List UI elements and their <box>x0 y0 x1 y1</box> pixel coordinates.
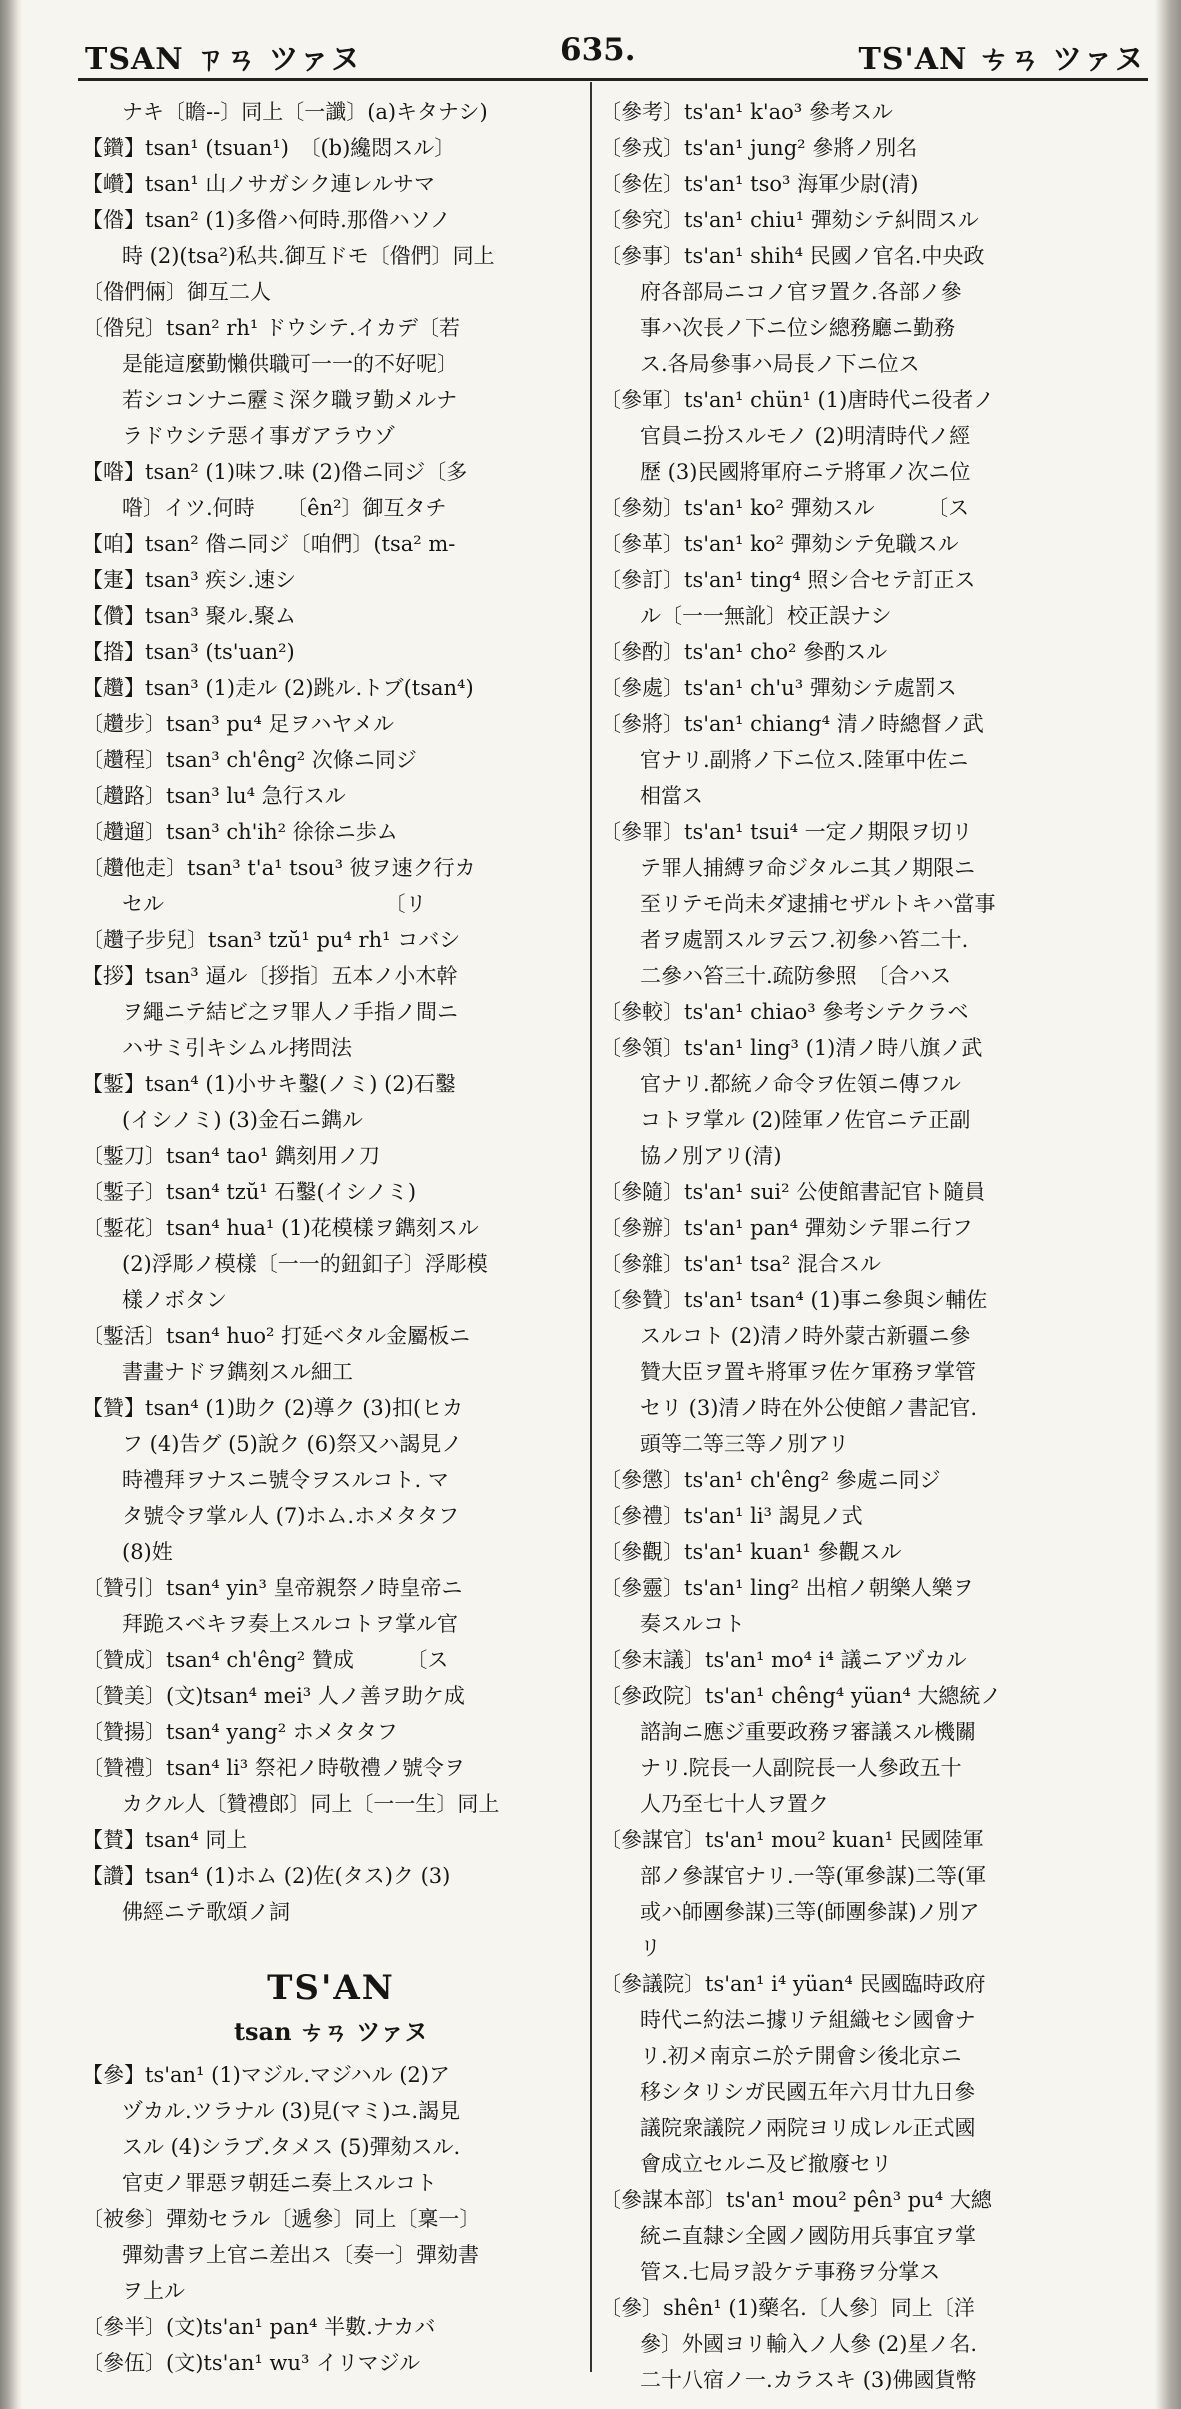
dictionary-line: 至リテモ尚未ダ逮捕セザルトキハ當事 <box>640 892 996 916</box>
dictionary-line: (8)姓 <box>122 1540 173 1564</box>
dictionary-line: 人乃至七十人ヲ置ク <box>640 1792 829 1816</box>
dictionary-line: 奏スルコト <box>640 1612 745 1636</box>
dictionary-line: 統ニ直隸シ全國ノ國防用兵事宜ヲ掌 <box>640 2224 976 2248</box>
dictionary-line: 〔參考〕ts'an¹ k'ao³ 參考スル <box>600 100 893 124</box>
dictionary-line: 〔趲程〕tsan³ ch'êng² 次條ニ同ジ <box>82 748 417 772</box>
dictionary-line: 〔參懲〕ts'an¹ ch'êng² 參處ニ同ジ <box>600 1468 941 1492</box>
dictionary-line: 〔贊美〕(文)tsan⁴ mei³ 人ノ善ヲ助ケ成 <box>82 1684 465 1708</box>
page-header <box>85 28 1145 77</box>
dictionary-line: 拜跪スベキヲ奏上スルコトヲ掌ル官 <box>122 1612 458 1636</box>
dictionary-line: ヅカル.ツラナル (3)見(マミ)ユ.謁見 <box>122 2099 461 2123</box>
dictionary-line: ハサミ引キシムル拷問法 <box>122 1036 352 1060</box>
dictionary-line: スル (4)シラブ.タメス (5)彈劾スル. <box>122 2135 461 2159</box>
left-entries <box>82 94 580 1930</box>
column-divider <box>590 82 592 2372</box>
dictionary-line: 議院衆議院ノ兩院ヨリ成レル正式國 <box>640 2116 976 2140</box>
dictionary-line: 【偺】tsan² (1)多偺ハ何時.那偺ハソノ <box>82 208 451 232</box>
dictionary-line: 〔趲子步兒〕tsan³ tzŭ¹ pu⁴ rh¹ コバシ <box>82 928 461 952</box>
dictionary-line: 頭等二等三等ノ別アリ <box>640 1432 850 1456</box>
dictionary-line: 〔參〕shên¹ (1)藥名.〔人參〕同上〔洋 <box>600 2296 975 2320</box>
dictionary-line: 部ノ參謀官ナリ.一等(軍參謀)二等(軍 <box>640 1864 987 1888</box>
dictionary-line: 【巑】tsan¹ 山ノサガシク連レルサマ <box>82 172 435 196</box>
dictionary-line: 二參ハ笞三十.疏防參照 〔合ハス <box>640 964 952 988</box>
dictionary-line: 協ノ別アリ(清) <box>640 1144 782 1168</box>
dictionary-line: セル 〔リ <box>122 892 427 916</box>
right-entries <box>600 94 1148 2398</box>
dictionary-line: スルコト (2)清ノ時外蒙古新疆ニ參 <box>640 1324 971 1348</box>
dictionary-line: ナキ〔瞻--〕同上〔一讖〕(a)キタナシ) <box>122 100 488 124</box>
dictionary-line: 【趲】tsan³ (1)走ル (2)跳ル.トブ(tsan⁴) <box>82 676 474 700</box>
dictionary-line: 二十八宿ノ一.カラスキ (3)佛國貨幣 <box>640 2368 977 2392</box>
dictionary-line: 【鑽】tsan¹ (tsuan¹) 〔(b)纔悶スル〕 <box>82 136 456 160</box>
dictionary-line: 〔參半〕(文)ts'an¹ pan⁴ 半數.ナカバ <box>82 2315 436 2339</box>
dictionary-line: 〔參處〕ts'an¹ ch'u³ 彈劾シテ處罰ス <box>600 676 957 700</box>
dictionary-line: 喒〕イツ.何時 〔ên²〕御互タチ <box>122 496 447 520</box>
dictionary-line: 〔參將〕ts'an¹ chiang⁴ 清ノ時總督ノ武 <box>600 712 984 736</box>
dictionary-line: 〔參劾〕ts'an¹ ko² 彈劾スル 〔ス <box>600 496 970 520</box>
left-entries-after <box>82 2057 580 2381</box>
dictionary-line: 【拶】tsan³ 逼ル〔拶指〕五本ノ小木幹 <box>82 964 458 988</box>
dictionary-line: フ (4)告グ (5)說ク (6)祭又ハ謁見ノ <box>122 1432 463 1456</box>
dictionary-line: リ <box>640 1936 661 1960</box>
dictionary-line: 〔趲他走〕tsan³ t'a¹ tsou³ 彼ヲ速ク行カ <box>82 856 476 880</box>
dictionary-line: 或ハ師團參謀)三等(師團參謀)ノ別ア <box>640 1900 980 1924</box>
dictionary-line: 若シコンナニ靂ミ深ク職ヲ勤メルナ <box>122 388 458 412</box>
dictionary-line: 〔鏨刀〕tsan⁴ tao¹ 鐫刻用ノ刀 <box>82 1144 381 1168</box>
dictionary-line: 【讚】tsan⁴ (1)ホム (2)佐(タス)ク (3) <box>82 1864 451 1888</box>
dictionary-line: 【咱】tsan² 偺ニ同ジ〔咱們〕(tsa² m- <box>82 532 456 556</box>
dictionary-line: テ罪人捕縛ヲ命ジタルニ其ノ期限ニ <box>640 856 976 880</box>
dictionary-line: 〔趲遛〕tsan³ ch'ih² 徐徐ニ歩ム <box>82 820 398 844</box>
dictionary-line: 會成立セルニ及ビ撤廢セリ <box>640 2152 892 2176</box>
left-column <box>82 94 580 2381</box>
dictionary-line: 時 (2)(tsa²)私共.御互ドモ〔偺們〕同上 <box>122 244 495 268</box>
dictionary-line: 管ス.七局ヲ設ケテ事務ヲ分掌ス <box>640 2260 941 2284</box>
dictionary-line: 〔參戎〕ts'an¹ jung² 參將ノ別名 <box>600 136 918 160</box>
dictionary-line: 〔參靈〕ts'an¹ ling² 出棺ノ朝樂人樂ヲ <box>600 1576 974 1600</box>
dictionary-line: 【寁】tsan³ 疾シ.速シ <box>82 568 297 592</box>
dictionary-line: ナリ.院長一人副院長一人參政五十 <box>640 1756 962 1780</box>
dictionary-line: 【喒】tsan² (1)味フ.味 (2)偺ニ同ジ〔多 <box>82 460 468 484</box>
dictionary-line: 〔偺們倆〕御互二人 <box>82 280 271 304</box>
dictionary-line: 〔被參〕彈劾セラル〔遞參〕同上〔稟一〕 <box>82 2207 481 2231</box>
dictionary-line: 彈劾書ヲ上官ニ差出ス〔奏一〕彈劾書 <box>122 2243 479 2267</box>
dictionary-line: 〔參軍〕ts'an¹ chün¹ (1)唐時代ニ役者ノ <box>600 388 995 412</box>
dictionary-line: 【鏨】tsan⁴ (1)小サキ鑿(ノミ) (2)石鑿 <box>82 1072 456 1096</box>
dictionary-line: 〔參謀官〕ts'an¹ mou² kuan¹ 民國陸軍 <box>600 1828 984 1852</box>
page-number: 635. <box>560 32 636 68</box>
section-heading: TS'AN <box>267 1968 395 2008</box>
dictionary-line: 〔參罪〕ts'an¹ tsui⁴ 一定ノ期限ヲ切リ <box>600 820 973 844</box>
dictionary-line: 樣ノボタン <box>122 1288 227 1312</box>
dictionary-line: 【賛】tsan⁴ 同上 <box>82 1828 248 1852</box>
dictionary-line: 〔趲路〕tsan³ lu⁴ 急行スル <box>82 784 346 808</box>
dictionary-line: 〔贊禮〕tsan⁴ li³ 祭祀ノ時敬禮ノ號令ヲ <box>82 1756 465 1780</box>
dictionary-line: 〔贊成〕tsan⁴ ch'êng² 贊成 〔ス <box>82 1648 449 1672</box>
header-right-guide: TS'AN ㄘㄢ ツァヌ <box>858 42 1145 77</box>
dictionary-line: 府各部局ニコノ官ヲ置ク.各部ノ參 <box>640 280 962 304</box>
dictionary-line: 【揝】tsan³ (ts'uan²) <box>82 640 295 664</box>
dictionary-line: タ號令ヲ掌ル人 (7)ホム.ホメタタフ <box>122 1504 460 1528</box>
dictionary-line: カクル人〔贊禮郎〕同上〔一一生〕同上 <box>122 1792 500 1816</box>
dictionary-line: 〔參酌〕ts'an¹ cho² 參酌スル <box>600 640 888 664</box>
dictionary-line: 〔贊揚〕tsan⁴ yang² ホメタタフ <box>82 1720 398 1744</box>
dictionary-line: 〔參較〕ts'an¹ chiao³ 參考シテクラベ <box>600 1000 969 1024</box>
dictionary-line: 〔參辦〕ts'an¹ pan⁴ 彈劾シテ罪ニ行フ <box>600 1216 973 1240</box>
dictionary-line: 時禮拜ヲナスニ號令ヲスルコト. マ <box>122 1468 449 1492</box>
dictionary-line: (2)浮彫ノ模樣〔一一的鈕釦子〕浮彫模 <box>122 1252 488 1276</box>
dictionary-line: 〔參禮〕ts'an¹ li³ 謁見ノ式 <box>600 1504 863 1528</box>
dictionary-line: 官吏ノ罪惡ヲ朝廷ニ奏上スルコト <box>122 2171 437 2195</box>
dictionary-line: 書畫ナドヲ鐫刻スル細工 <box>122 1360 353 1384</box>
page-right-edge-shadow <box>1155 0 1181 2409</box>
dictionary-line: 歷 (3)民國將軍府ニテ將軍ノ次ニ位 <box>640 460 971 484</box>
dictionary-line: 【贊】tsan⁴ (1)助ク (2)導ク (3)扣(ヒカ <box>82 1396 464 1420</box>
page-left-edge-shadow <box>0 0 22 2409</box>
dictionary-line: ヲ繩ニテ結ビ之ヲ罪人ノ手指ノ間ニ <box>122 1000 458 1024</box>
dictionary-line: リ.初メ南京ニ於テ開會シ後北京ニ <box>640 2044 962 2068</box>
dictionary-line: 〔參事〕ts'an¹ shih⁴ 民國ノ官名.中央政 <box>600 244 985 268</box>
dictionary-line: 〔參隨〕ts'an¹ sui² 公使館書記官ト隨員 <box>600 1180 986 1204</box>
dictionary-line: 官ナリ.副將ノ下ニ位ス.陸軍中佐ニ <box>640 748 969 772</box>
dictionary-line: セリ (3)清ノ時在外公使館ノ書記官. <box>640 1396 978 1420</box>
dictionary-line: 官ナリ.都統ノ命令ヲ佐領ニ傳フル <box>640 1072 961 1096</box>
dictionary-line: 〔參伍〕(文)ts'an¹ wu³ イリマジル <box>82 2351 421 2375</box>
dictionary-line: 〔參佐〕ts'an¹ tso³ 海軍少尉(清) <box>600 172 919 196</box>
dictionary-line: 移シタリシガ民國五年六月廿九日參 <box>640 2080 976 2104</box>
header-left-guide: TSAN ㄗㄢ ツァヌ <box>85 42 362 77</box>
dictionary-line: 〔參政院〕ts'an¹ chêng⁴ yüan⁴ 大總統ノ <box>600 1684 1002 1708</box>
dictionary-line: ヲ上ル <box>122 2279 185 2303</box>
dictionary-line: 【儹】tsan³ 聚ル.聚ム <box>82 604 297 628</box>
dictionary-line: 〔贊引〕tsan⁴ yin³ 皇帝親祭ノ時皇帝ニ <box>82 1576 463 1600</box>
dictionary-line: 佛經ニテ歌頌ノ詞 <box>122 1900 290 1924</box>
dictionary-line: 〔參贊〕ts'an¹ tsan⁴ (1)事ニ參與シ輔佐 <box>600 1288 988 1312</box>
dictionary-line: 〔參議院〕ts'an¹ i⁴ yüan⁴ 民國臨時政府 <box>600 1972 986 1996</box>
dictionary-line: 時代ニ約法ニ據リテ組織セシ國會ナ <box>640 2008 976 2032</box>
dictionary-line: (イシノミ) (3)金石ニ鐫ル <box>122 1108 363 1132</box>
dictionary-line: ス.各局參事ハ局長ノ下ニ位ス <box>640 352 920 376</box>
section-subheading: tsan ㄘㄢ ツァヌ <box>233 2017 429 2046</box>
dictionary-line: 〔鏨活〕tsan⁴ huo² 打延ベタル金屬板ニ <box>82 1324 471 1348</box>
dictionary-line: 諮詢ニ應ジ重要政務ヲ審議スル機關 <box>640 1720 976 1744</box>
dictionary-line: 參〕外國ヨリ輸入ノ人參 (2)星ノ名. <box>640 2332 978 2356</box>
dictionary-line: ル〔一一無訛〕校正誤ナシ <box>640 604 892 628</box>
dictionary-line: 〔參革〕ts'an¹ ko² 彈劾シテ免職スル <box>600 532 959 556</box>
dictionary-line: 是能這麼勤懶供職可一一的不好呢〕 <box>122 352 458 376</box>
dictionary-line: 〔偺兒〕tsan² rh¹ ドウシテ.イカデ〔若 <box>82 316 461 340</box>
dictionary-line: 〔參謀本部〕ts'an¹ mou² pên³ pu⁴ 大總 <box>600 2188 992 2212</box>
right-column <box>600 94 1148 2398</box>
dictionary-line: 〔鏨花〕tsan⁴ hua¹ (1)花模樣ヲ鐫刻スル <box>82 1216 479 1240</box>
dictionary-line: 〔參究〕ts'an¹ chiu¹ 彈劾シテ糾問スル <box>600 208 979 232</box>
dictionary-line: 官員ニ扮スルモノ (2)明清時代ノ經 <box>640 424 971 448</box>
dictionary-line: 者ヲ處罰スルヲ云フ.初參ハ笞二十. <box>640 928 969 952</box>
dictionary-line: 贊大臣ヲ置キ將軍ヲ佐ケ軍務ヲ掌管 <box>640 1360 976 1384</box>
dictionary-line: 〔參雜〕ts'an¹ tsa² 混合スル <box>600 1252 881 1276</box>
dictionary-line: 相當ス <box>640 784 703 808</box>
dictionary-line: 〔參訂〕ts'an¹ ting⁴ 照シ合セテ訂正ス <box>600 568 976 592</box>
dictionary-line: ラドウシテ惡イ事ガアラウゾ <box>122 424 395 448</box>
dictionary-line: 事ハ次長ノ下ニ位シ總務廳ニ勤務 <box>640 316 955 340</box>
dictionary-line: 〔鏨子〕tsan⁴ tzŭ¹ 石鑿(イシノミ) <box>82 1180 417 1204</box>
dictionary-line: コトヲ掌ル (2)陸軍ノ佐官ニテ正副 <box>640 1108 971 1132</box>
dictionary-line: 〔參領〕ts'an¹ ling³ (1)清ノ時八旗ノ武 <box>600 1036 983 1060</box>
dictionary-line: 〔參觀〕ts'an¹ kuan¹ 參觀スル <box>600 1540 902 1564</box>
dictionary-line: 〔參末議〕ts'an¹ mo⁴ i⁴ 議ニアヅカル <box>600 1648 967 1672</box>
header-rule <box>78 78 1148 81</box>
dictionary-line: 【參】ts'an¹ (1)マジル.マジハル (2)ア <box>82 2063 450 2087</box>
dictionary-line: 〔趲步〕tsan³ pu⁴ 足ヲハヤメル <box>82 712 394 736</box>
